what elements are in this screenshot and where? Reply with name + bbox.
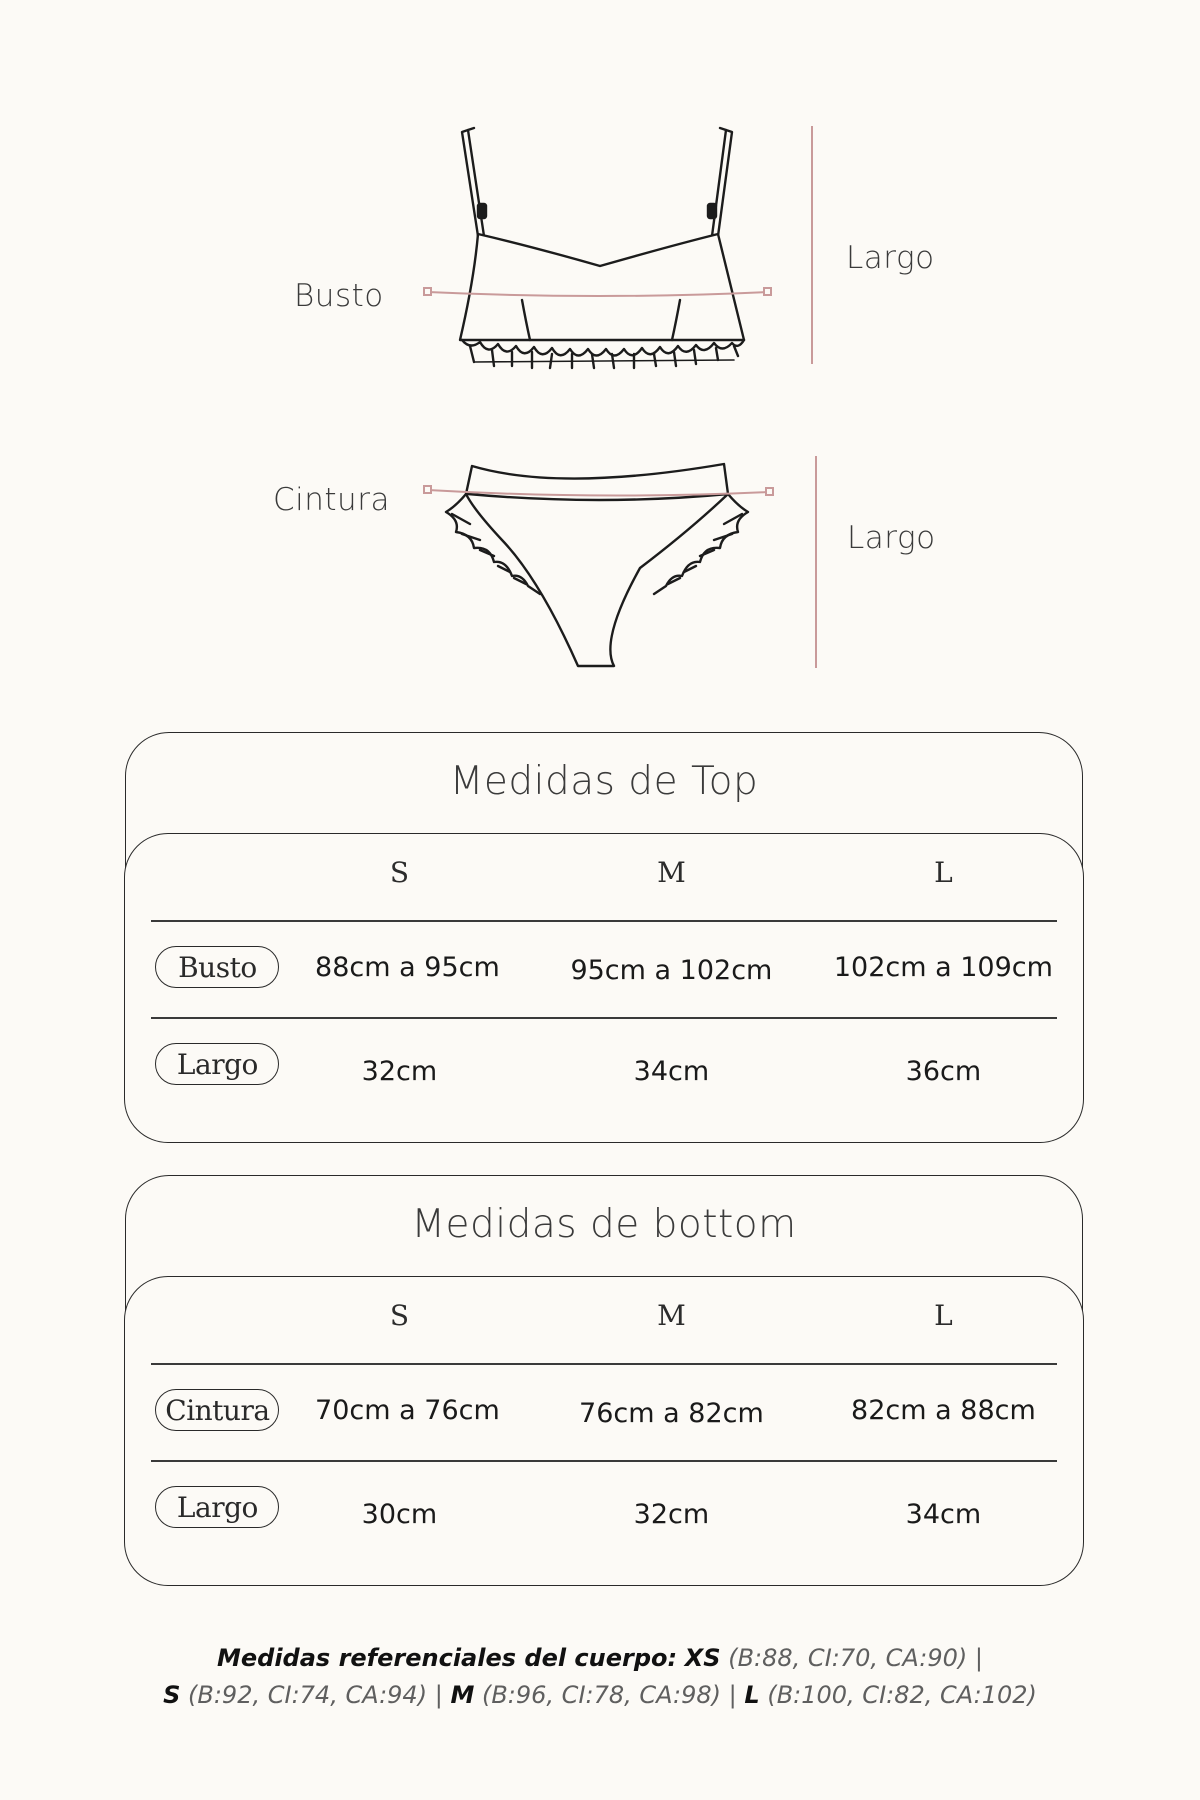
cell-largo-s: 30cm [361, 1499, 438, 1530]
note-colon: : [667, 1644, 678, 1672]
note-lead: Medidas referenciales del cuerpo [216, 1644, 668, 1672]
row-label-largo: Largo [155, 1043, 279, 1085]
note-separator: | [728, 1681, 737, 1709]
cell-cintura-s: 70cm a 76cm [315, 1395, 500, 1426]
note-m-label: M [450, 1681, 475, 1709]
cell-largo-l: 34cm [905, 1499, 982, 1530]
size-header-s: S [389, 1299, 409, 1332]
note-s-values: (B:92, CI:74, CA:94) [188, 1681, 428, 1709]
cell-busto-l: 102cm a 109cm [833, 952, 1053, 983]
top-garment-drawing [460, 128, 744, 368]
bikini-diagram [0, 0, 1200, 700]
note-xs-label: XS [684, 1644, 721, 1672]
size-header-m: M [657, 856, 686, 889]
note-m-values: (B:96, CI:78, CA:98) [481, 1681, 722, 1709]
note-s-label: S [163, 1681, 181, 1709]
bottom-size-table [125, 1175, 1083, 1585]
size-header-m: M [657, 1299, 686, 1332]
note-line-1 [0, 1640, 1200, 1677]
bottom-table-title: Medidas de bottom [411, 1202, 797, 1247]
note-separator: | [434, 1681, 443, 1709]
size-header-l: L [934, 856, 953, 889]
table-divider [151, 1460, 1056, 1462]
row-label-cintura: Cintura [155, 1389, 279, 1431]
note-separator: | [974, 1644, 983, 1672]
garment-illustration [0, 0, 1200, 700]
row-label-largo: Largo [155, 1486, 279, 1528]
cell-largo-m: 32cm [633, 1499, 710, 1530]
cell-largo-s: 32cm [361, 1056, 438, 1087]
cell-largo-l: 36cm [905, 1056, 982, 1087]
cell-largo-m: 34cm [633, 1056, 710, 1087]
body-measurements-note [0, 1640, 1200, 1714]
cell-cintura-l: 82cm a 88cm [851, 1395, 1036, 1426]
note-xs-values: (B:88, CI:70, CA:90) [728, 1644, 968, 1672]
size-header-s: S [389, 856, 409, 889]
cell-busto-m: 95cm a 102cm [570, 955, 773, 986]
bottom-length-label: Largo [847, 520, 936, 556]
cell-cintura-m: 76cm a 82cm [579, 1398, 764, 1429]
bottom-table-body [124, 1276, 1083, 1586]
size-header-l: L [934, 1299, 953, 1332]
waist-label: Cintura [273, 482, 390, 518]
row-label-busto: Busto [155, 946, 279, 988]
table-divider [151, 1363, 1056, 1365]
top-size-table [125, 732, 1083, 1142]
note-l-label: L [744, 1681, 760, 1709]
top-length-label: Largo [846, 240, 935, 276]
bust-label: Busto [294, 278, 384, 314]
table-divider [151, 1017, 1056, 1019]
note-line-2 [0, 1677, 1200, 1714]
top-table-body [124, 833, 1083, 1143]
table-divider [151, 920, 1056, 922]
cell-busto-s: 88cm a 95cm [315, 952, 500, 983]
top-table-title: Medidas de Top [449, 759, 759, 804]
note-l-values: (B:100, CI:82, CA:102) [767, 1681, 1037, 1709]
